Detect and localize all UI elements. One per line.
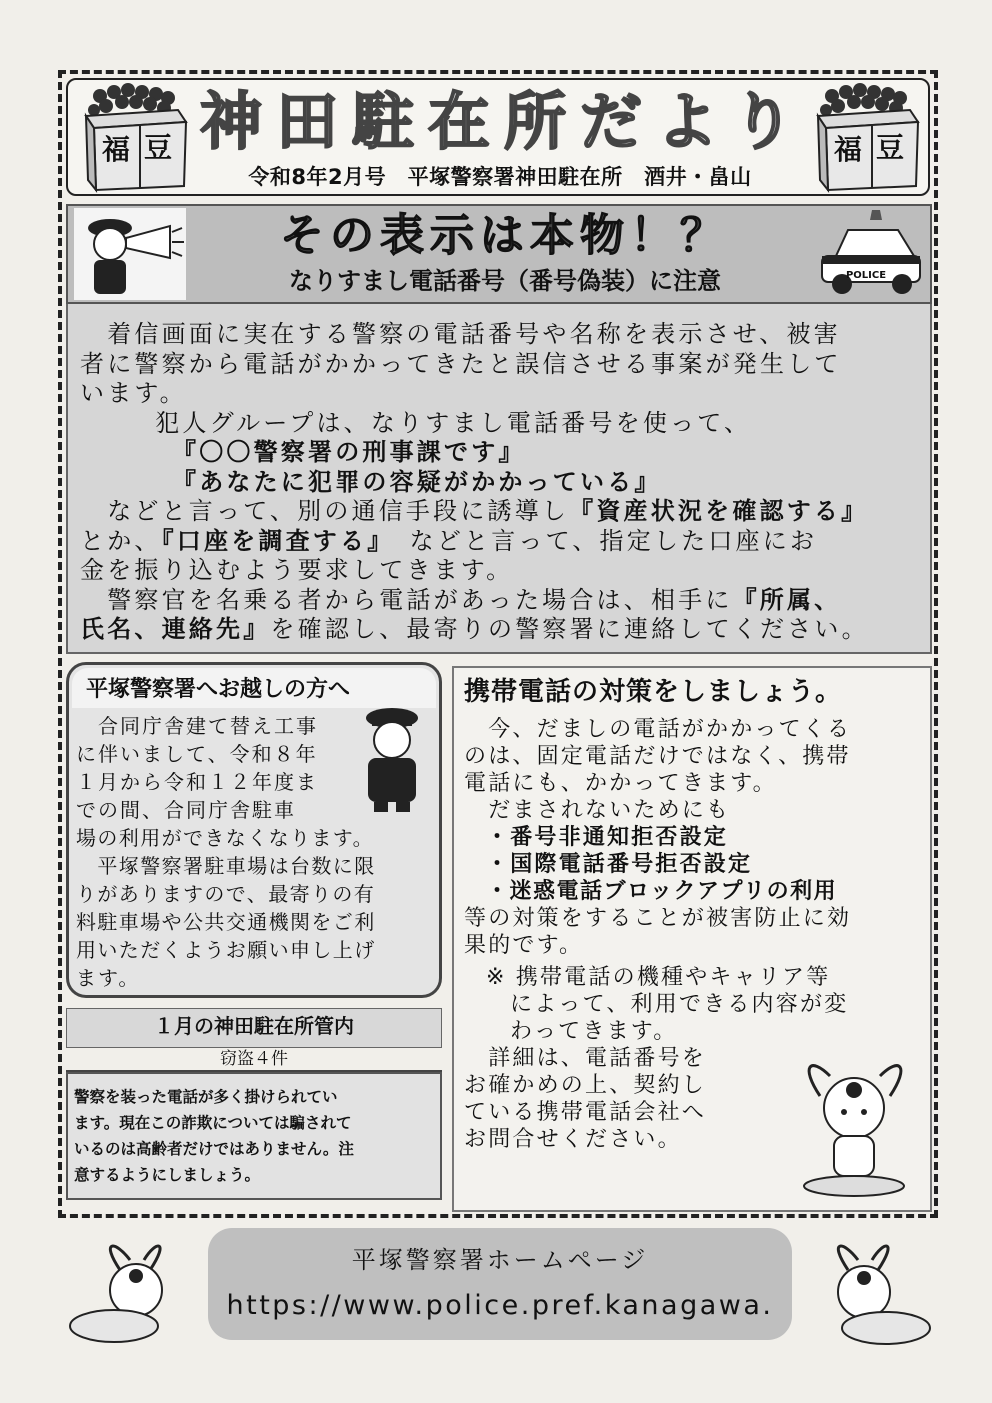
pipo-mascot-illustration [790, 1056, 920, 1202]
visit-line: に伴いまして、令和８年 [76, 742, 318, 766]
article-line: 金を振り込むよう要求してきます。 [80, 556, 514, 584]
mobile-note-line: ※ 携帯電話の機種やキャリア等 [486, 965, 831, 990]
article-line: 者に警察から電話がかかってきたと誤信させる事案が発生して [80, 349, 842, 378]
notice-line: 意するようにしましょう。 [74, 1166, 261, 1184]
mobile-measure-item: ・番号非通知拒否設定 [486, 825, 729, 850]
visit-line: １月から令和１２年度ま [76, 770, 318, 794]
masu-label-mame-right: 豆 [875, 131, 904, 164]
article-line: います。 [80, 379, 187, 407]
mobile-measure-item: ・国際電話番号拒否設定 [486, 852, 753, 877]
pipo-mascot-flying-right-illustration [808, 1240, 938, 1350]
article-quote: 『〇〇警察署の刑事課です』 [172, 438, 526, 466]
mobile-line: お問合せください。 [464, 1127, 682, 1152]
alert-subheadline: なりすまし電話番号（番号偽装）に注意 [289, 267, 721, 295]
masu-label-mame-left: 豆 [143, 131, 172, 164]
notice-line: 警察を装った電話が多く掛けられてい [74, 1088, 338, 1106]
article-quote: 『あなたに犯罪の容疑がかかっている』 [172, 467, 662, 496]
mobile-countermeasures-title: 携帯電話の対策をしましょう。 [464, 677, 843, 707]
visit-line: 料駐車場や公共交通機関をご利 [76, 910, 376, 934]
mobile-line: 詳細は、電話番号を [464, 1046, 707, 1071]
article-text: などと言って、指定した口座にお [382, 526, 818, 555]
mobile-note-line: によって、利用できる内容が変 [510, 992, 849, 1017]
visit-line: 場の利用ができなくなります。 [76, 826, 374, 850]
article-text: を確認し、最寄りの警察署に連絡してください。 [270, 615, 869, 643]
mobile-line: だまされないためにも [464, 798, 731, 823]
mobile-line: 等の対策をすることが被害防止に効 [464, 906, 852, 931]
police-officer-megaphone-illustration [74, 208, 186, 300]
mobile-measure-item: ・迷惑電話ブロックアプリの利用 [486, 879, 838, 904]
mobile-line: お確かめの上、契約し [464, 1073, 707, 1098]
visit-notice-title: 平塚警察署へお越しの方へ [86, 677, 351, 702]
article-line: 犯人グループは、なりすまし電話番号を使って、 [128, 408, 752, 437]
notice-line: いるのは高齢者だけではありません。注 [74, 1140, 354, 1158]
article-line [80, 615, 918, 645]
crime-count: 窃盗４件 [66, 1046, 442, 1072]
police-car-illustration [818, 208, 922, 298]
homepage-url-link[interactable]: https://www.police.pref.kanagawa. [226, 1290, 774, 1321]
article-emphasis: 氏名、連絡先』 [80, 615, 271, 643]
newsletter-title: 神田駐在所だより [200, 85, 809, 158]
pipo-mascot-flying-left-illustration [60, 1240, 190, 1350]
visit-line: 合同庁舎建て替え工事 [76, 714, 318, 738]
mobile-line: ている携帯電話会社へ [464, 1100, 707, 1125]
mobile-line: のは、固定電話だけではなく、携帯 [464, 744, 851, 769]
alert-headline: その表示は本物！？ [280, 210, 730, 261]
mobile-line: 果的です。 [464, 933, 584, 958]
article-emphasis: 『資産状況を確認する』 [569, 497, 869, 525]
crime-stats-title: １月の神田駐在所管内 [154, 1014, 354, 1038]
visit-line: での間、合同庁舎駐車 [76, 798, 296, 822]
article-text: などと言って、別の通信手段に誘導し [80, 497, 570, 525]
article-line [80, 586, 918, 616]
police-car-label: POLICE [845, 270, 887, 281]
visit-line: 平塚警察署駐車場は台数に限 [76, 854, 376, 878]
article-text: とか、 [80, 526, 162, 555]
mobile-line: 電話にも、かかってきます。 [464, 771, 777, 796]
visit-line: りがありますので、最寄りの有 [76, 882, 376, 906]
masu-fuku-mame-illustration-left [74, 82, 194, 190]
notice-line: ます。現在この詐欺については騙されて [74, 1114, 352, 1132]
homepage-banner-title: 平塚警察署ホームページ [351, 1246, 649, 1274]
police-officer-illustration [356, 706, 428, 814]
mobile-line: 今、だましの電話がかかってくる [464, 717, 852, 742]
article-line: 着信画面に実在する警察の電話番号や名称を表示させ、被害 [80, 320, 841, 348]
article-line [80, 527, 918, 557]
masu-fuku-mame-illustration-right [806, 82, 926, 190]
article-emphasis: 『口座を調査する』 [161, 526, 383, 555]
article-text: 警察官を名乗る者から電話があった場合は、相手に [80, 585, 733, 614]
masu-label-fuku-left: 福 [101, 133, 130, 166]
masu-label-fuku-right: 福 [833, 133, 862, 166]
main-article [66, 304, 932, 654]
visit-line: ます。 [76, 966, 141, 990]
newsletter-subtitle: 令和8年2月号 平塚警察署神田駐在所 酒井・畠山 [248, 165, 752, 189]
mobile-note-line: わってきます。 [510, 1019, 678, 1044]
article-line [80, 497, 918, 527]
visit-line: 用いただくようお願い申し上げ [76, 938, 376, 962]
article-emphasis: 『所属、 [732, 585, 842, 614]
